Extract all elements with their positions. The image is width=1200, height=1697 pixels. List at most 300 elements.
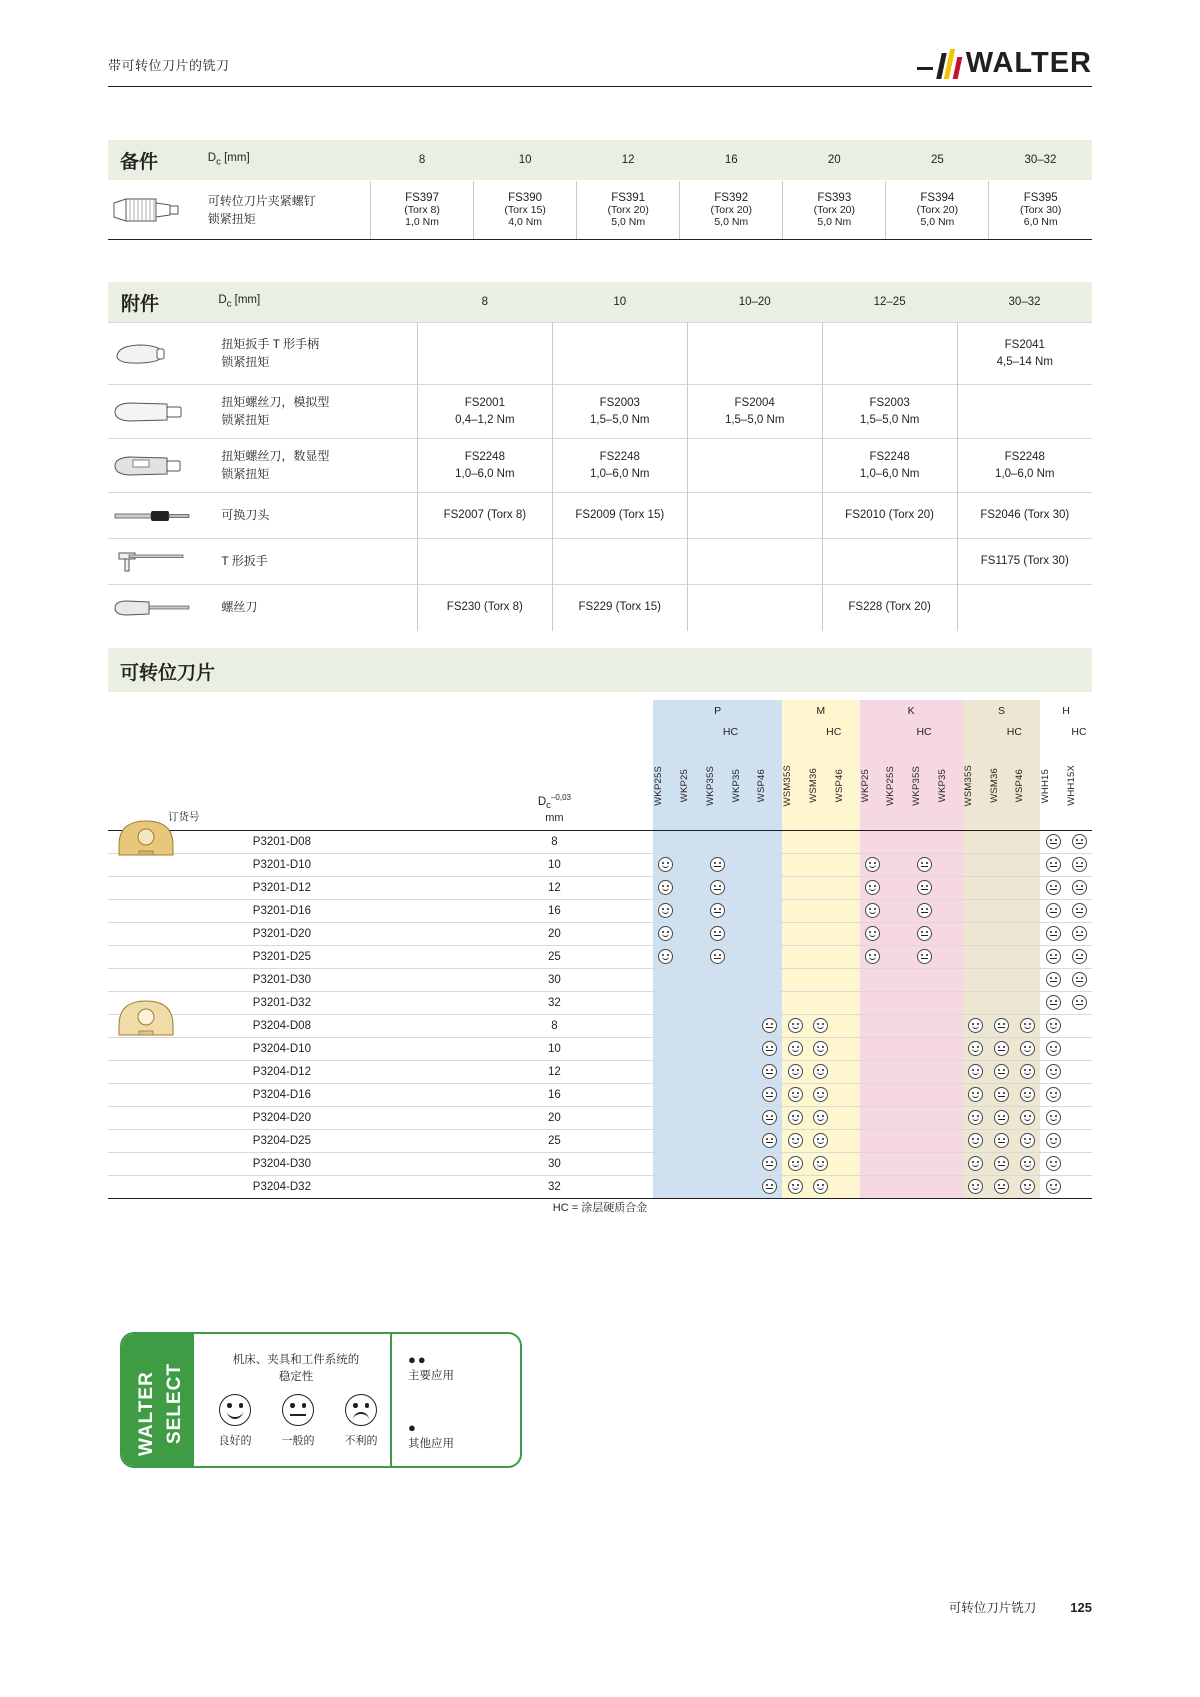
- insert-grade-cell: [989, 968, 1015, 991]
- insert-grade-cell: [963, 1060, 989, 1083]
- accessory-cell-0-3: [822, 323, 957, 385]
- insert-grade-cell: [885, 1175, 911, 1198]
- logo-text: WALTER: [965, 47, 1092, 79]
- smiley-good-icon: [865, 949, 880, 964]
- insert-grade-cell: [705, 853, 731, 876]
- insert-dc: 25: [456, 945, 653, 968]
- smiley-good-icon: [658, 949, 673, 964]
- spare-cell-5: [886, 181, 989, 240]
- smiley-good-icon: [813, 1133, 828, 1148]
- insert-row: [108, 1175, 1092, 1198]
- smiley-good-icon: [1020, 1041, 1035, 1056]
- insert-grade-cell: [989, 853, 1015, 876]
- spare-cell-6-code: FS395: [1023, 192, 1058, 204]
- insert-grade-cell: [1040, 922, 1066, 945]
- indexable-insert-icon-1: [115, 815, 177, 861]
- insert-grade-cell: [679, 968, 705, 991]
- analog-torque-screwdriver-icon: [109, 397, 195, 427]
- insert-row: [108, 1106, 1092, 1129]
- insert-grade-cell: [911, 1037, 937, 1060]
- insert-grade-cell: [808, 853, 834, 876]
- insert-grade-cell: [989, 945, 1015, 968]
- insert-grade-cell: [808, 945, 834, 968]
- insert-grade-cell: [963, 1106, 989, 1129]
- accessory-cell-2-4-nm: 1,0–6,0 Nm: [995, 467, 1055, 480]
- insert-grade-cell: [679, 945, 705, 968]
- inserts-table: [108, 700, 1092, 1199]
- group-letter-M: M: [782, 700, 859, 722]
- insert-grade-cell: [1066, 899, 1092, 922]
- accessory-row-digital-screwdriver: [108, 439, 1092, 493]
- insert-grade-cell: [808, 1060, 834, 1083]
- insert-grade-cell: [1040, 991, 1066, 1014]
- accessories-title-cell: [108, 282, 217, 323]
- spare-col-6: 30–32: [989, 140, 1092, 181]
- insert-grade-cell: [937, 1060, 963, 1083]
- insert-grade-cell: [782, 968, 808, 991]
- insert-row: [108, 1129, 1092, 1152]
- insert-grade-cell: [653, 830, 679, 853]
- insert-row: [108, 1083, 1092, 1106]
- insert-grade-cell: [963, 991, 989, 1014]
- insert-grade-cell: [860, 1175, 886, 1198]
- inserts-band: [108, 648, 1092, 692]
- walter-select-brand-line2: SELECT: [164, 1363, 185, 1444]
- insert-grade-cell: [989, 830, 1015, 853]
- insert-grade-cell: [705, 1175, 731, 1198]
- insert-grade-cell: [963, 1037, 989, 1060]
- accessory-cell-4-2: [687, 539, 822, 585]
- accessory-cell-1-2: [687, 385, 822, 439]
- insert-grade-cell: [782, 1014, 808, 1037]
- insert-grade-cell: [834, 1037, 860, 1060]
- insert-grade-cell: [705, 1106, 731, 1129]
- inserts-hc-row: [108, 722, 1092, 742]
- insert-row: [108, 876, 1092, 899]
- smiley-good-icon: [788, 1179, 803, 1194]
- insert-grade-cell: [1040, 1129, 1066, 1152]
- smiley-good-icon: [658, 857, 673, 872]
- grade-0: WKP25S: [653, 742, 679, 830]
- insert-grade-cell: [1014, 1106, 1040, 1129]
- accessory-cell-0-1: [552, 323, 687, 385]
- legend-primary-dots: ●●: [408, 1352, 428, 1367]
- smiley-neutral-icon: [917, 857, 932, 872]
- grade-4: WSP46: [756, 742, 782, 830]
- insert-grade-cell: [1066, 1083, 1092, 1106]
- accessory-cell-1-2-code: FS2004: [734, 396, 775, 409]
- group-letter-S: S: [963, 700, 1040, 722]
- legend-secondary-label: 其他应用: [408, 1438, 454, 1450]
- smiley-good-icon: [1046, 1018, 1061, 1033]
- insert-grade-cell: [731, 945, 757, 968]
- smiley-neutral-icon: [1046, 949, 1061, 964]
- insert-grade-cell: [1040, 968, 1066, 991]
- insert-grade-cell: [782, 1152, 808, 1175]
- t-key-icon-cell: [108, 539, 217, 585]
- insert-grade-cell: [808, 1014, 834, 1037]
- smiley-good-icon: [813, 1064, 828, 1079]
- spare-cell-0-torx: (Torx 8): [404, 204, 440, 216]
- insert-grade-cell: [1040, 1106, 1066, 1129]
- group-letter-H: H: [1040, 700, 1092, 722]
- spare-cell-5-code: FS394: [920, 192, 955, 204]
- grade-3: WKP35: [731, 742, 757, 830]
- insert-grade-cell: [705, 1083, 731, 1106]
- inserts-group-row: [108, 700, 1092, 722]
- accessory-cell-2-3-code: FS2248: [869, 450, 910, 463]
- insert-row: [108, 922, 1092, 945]
- t-handle-icon-cell: [108, 323, 217, 385]
- insert-dc: 20: [456, 1106, 653, 1129]
- insert-grade-cell: [782, 1175, 808, 1198]
- footer-text: 可转位刀片铣刀: [948, 1601, 1037, 1615]
- insert-grade-cell: [911, 991, 937, 1014]
- smiley-sad-icon: [345, 1394, 377, 1426]
- insert-grade-cell: [937, 1014, 963, 1037]
- insert-order-no: P3204-D25: [108, 1129, 456, 1152]
- insert-dc: 12: [456, 1060, 653, 1083]
- smiley-good-icon: [968, 1018, 983, 1033]
- insert-grade-cell: [782, 876, 808, 899]
- insert-grade-cell: [808, 922, 834, 945]
- logo-bar-red: [952, 57, 962, 79]
- insert-grade-cell: [808, 899, 834, 922]
- insert-grade-cell: [1014, 1037, 1040, 1060]
- insert-grade-cell: [653, 899, 679, 922]
- accessory-label-3-line1: 可换刀头: [221, 507, 270, 522]
- insert-photo-p3201: [115, 815, 177, 861]
- insert-grade-cell: [834, 922, 860, 945]
- accessory-row-t-key: [108, 539, 1092, 585]
- accessories-col-4: 30–32: [957, 282, 1092, 323]
- insert-grade-cell: [860, 922, 886, 945]
- accessory-cell-2-3: [822, 439, 957, 493]
- insert-grade-cell: [1066, 853, 1092, 876]
- insert-grade-cell: [1040, 1014, 1066, 1037]
- insert-grade-cell: [963, 1152, 989, 1175]
- smiley-neutral-icon: [1046, 972, 1061, 987]
- insert-grade-cell: [1040, 830, 1066, 853]
- insert-grade-cell: [731, 922, 757, 945]
- insert-grade-cell: [911, 830, 937, 853]
- spare-col-4: 20: [783, 140, 886, 181]
- smiley-neutral-icon: [762, 1087, 777, 1102]
- insert-grade-cell: [937, 1152, 963, 1175]
- insert-grade-cell: [731, 991, 757, 1014]
- insert-grade-cell: [911, 853, 937, 876]
- accessory-row-analog-screwdriver: [108, 385, 1092, 439]
- insert-grade-cell: [963, 1014, 989, 1037]
- insert-grade-cell: [834, 945, 860, 968]
- insert-row: [108, 830, 1092, 853]
- smiley-good-icon: [1046, 1179, 1061, 1194]
- insert-grade-cell: [782, 853, 808, 876]
- spare-col-2: 12: [577, 140, 680, 181]
- insert-order-no: P3201-D32: [108, 991, 456, 1014]
- insert-grade-cell: [937, 1037, 963, 1060]
- spare-parts-row: [108, 181, 1092, 240]
- spare-cell-3-nm: 5,0 Nm: [714, 216, 749, 228]
- grade-16: WHH15X: [1066, 742, 1092, 830]
- insert-grade-cell: [756, 853, 782, 876]
- accessory-cell-5-3: FS228 (Torx 20): [822, 585, 957, 631]
- smiley-good-icon: [788, 1041, 803, 1056]
- insert-grade-cell: [911, 1129, 937, 1152]
- insert-grade-cell: [705, 968, 731, 991]
- insert-grade-cell: [1040, 1152, 1066, 1175]
- spare-cell-3-code: FS392: [714, 192, 749, 204]
- insert-grade-cell: [756, 1014, 782, 1037]
- spare-cell-5-nm: 5,0 Nm: [920, 216, 955, 228]
- accessory-label-0-line1: 扭矩扳手 T 形手柄: [221, 337, 320, 352]
- insert-grade-cell: [679, 1129, 705, 1152]
- smiley-good-icon: [968, 1041, 983, 1056]
- insert-grade-cell: [653, 1083, 679, 1106]
- insert-grade-cell: [885, 968, 911, 991]
- spare-cell-3: [680, 181, 783, 240]
- insert-row: [108, 945, 1092, 968]
- smiley-good-icon: [968, 1133, 983, 1148]
- insert-grade-cell: [963, 922, 989, 945]
- spare-cell-0-code: FS397: [405, 192, 439, 204]
- grade-7: WSP46: [834, 742, 860, 830]
- insert-row: [108, 853, 1092, 876]
- insert-grade-cell: [756, 1175, 782, 1198]
- accessory-cell-2-0-code: FS2248: [464, 450, 505, 463]
- insert-grade-cell: [937, 922, 963, 945]
- insert-dc: 10: [456, 1037, 653, 1060]
- insert-grade-cell: [885, 1014, 911, 1037]
- smiley-good-icon: [1020, 1110, 1035, 1125]
- logo-dash-icon: [917, 67, 933, 70]
- smiley-neutral-icon: [282, 1394, 314, 1426]
- insert-grade-cell: [756, 1037, 782, 1060]
- accessory-cell-1-0-code: FS2001: [464, 396, 505, 409]
- insert-row: [108, 899, 1092, 922]
- insert-grade-cell: [1066, 922, 1092, 945]
- insert-grade-cell: [705, 876, 731, 899]
- smiley-good-icon: [788, 1018, 803, 1033]
- smiley-good-icon: [219, 1394, 251, 1426]
- spare-parts-table: [108, 140, 1092, 240]
- insert-grade-cell: [834, 1129, 860, 1152]
- insert-grade-cell: [834, 991, 860, 1014]
- insert-order-no: P3204-D20: [108, 1106, 456, 1129]
- insert-grade-cell: [1014, 899, 1040, 922]
- insert-grade-cell: [808, 830, 834, 853]
- accessory-cell-1-1: [552, 385, 687, 439]
- insert-grade-cell: [911, 1152, 937, 1175]
- insert-grade-cell: [860, 899, 886, 922]
- insert-grade-cell: [885, 1106, 911, 1129]
- accessories-col-2: 10–20: [687, 282, 822, 323]
- insert-grade-cell: [1014, 853, 1040, 876]
- insert-order-no: P3204-D30: [108, 1152, 456, 1175]
- insert-grade-cell: [885, 853, 911, 876]
- insert-grade-cell: [731, 1037, 757, 1060]
- smiley-good-icon: [1046, 1110, 1061, 1125]
- spare-cell-4-torx: (Torx 20): [813, 204, 856, 216]
- insert-grade-cell: [937, 1129, 963, 1152]
- grade-15: WHH15: [1040, 742, 1066, 830]
- smiley-neutral-icon: [1072, 949, 1087, 964]
- insert-grade-cell: [679, 830, 705, 853]
- screwdriver-icon-cell: [108, 585, 217, 631]
- inserts-order-no-header: 订货号: [168, 810, 200, 823]
- insert-photo-p3204: [115, 995, 177, 1041]
- insert-grade-cell: [834, 1175, 860, 1198]
- insert-grade-cell: [860, 1152, 886, 1175]
- insert-grade-cell: [885, 945, 911, 968]
- accessory-label-5: [217, 585, 417, 631]
- insert-grade-cell: [653, 876, 679, 899]
- walter-select-brand-line1: WALTER: [136, 1371, 157, 1456]
- insert-grade-cell: [1040, 899, 1066, 922]
- insert-grade-cell: [653, 1060, 679, 1083]
- accessory-label-5-line1: 螺丝刀: [221, 600, 258, 615]
- insert-grade-cell: [705, 922, 731, 945]
- insert-dc: 16: [456, 1083, 653, 1106]
- insert-grade-cell: [834, 1060, 860, 1083]
- accessories-col-0: 8: [417, 282, 552, 323]
- insert-grade-cell: [756, 991, 782, 1014]
- insert-grade-cell: [989, 1175, 1015, 1198]
- group-sub-K: HC: [885, 722, 962, 742]
- insert-grade-cell: [860, 1060, 886, 1083]
- insert-grade-cell: [808, 876, 834, 899]
- grade-9: WKP25S: [885, 742, 911, 830]
- digital-screwdriver-icon-cell: [108, 439, 217, 493]
- insert-grade-cell: [756, 1152, 782, 1175]
- accessory-cell-1-0: [417, 385, 552, 439]
- accessory-label-1: [217, 385, 417, 439]
- insert-order-no: P3204-D08: [108, 1014, 456, 1037]
- insert-grade-cell: [989, 991, 1015, 1014]
- insert-grade-cell: [989, 1129, 1015, 1152]
- grade-14: WSP46: [1014, 742, 1040, 830]
- smiley-neutral-icon: [710, 880, 725, 895]
- footer-page-number: 125: [1070, 1600, 1092, 1615]
- grade-11: WKP35: [937, 742, 963, 830]
- smiley-good-icon: [813, 1018, 828, 1033]
- insert-grade-cell: [653, 853, 679, 876]
- insert-grade-cell: [963, 1129, 989, 1152]
- insert-grade-cell: [963, 876, 989, 899]
- inserts-section-title: 可转位刀片: [120, 663, 216, 684]
- smiley-good-icon: [968, 1064, 983, 1079]
- accessory-cell-1-3-nm: 1,5–5,0 Nm: [859, 413, 920, 426]
- spare-cell-4-code: FS393: [817, 192, 852, 204]
- insert-grade-cell: [731, 899, 757, 922]
- insert-grade-cell: [860, 968, 886, 991]
- insert-dc: 8: [456, 830, 653, 853]
- accessory-cell-0-0: [417, 323, 552, 385]
- accessory-cell-4-4: FS1175 (Torx 30): [957, 539, 1092, 585]
- accessory-label-0: [217, 323, 417, 385]
- walter-logo: [917, 47, 1092, 80]
- insert-grade-cell: [937, 968, 963, 991]
- insert-grade-cell: [860, 1037, 886, 1060]
- insert-grade-cell: [885, 1152, 911, 1175]
- insert-grade-cell: [679, 922, 705, 945]
- insert-dc: 20: [456, 922, 653, 945]
- smiley-good-icon: [813, 1110, 828, 1125]
- insert-grade-cell: [731, 830, 757, 853]
- accessories-table: [108, 282, 1092, 631]
- insert-grade-cell: [653, 945, 679, 968]
- insert-grade-cell: [1014, 968, 1040, 991]
- spare-cell-1: [474, 181, 577, 240]
- insert-grade-cell: [937, 1175, 963, 1198]
- smiley-good-icon: [865, 857, 880, 872]
- spare-cell-1-nm: 4,0 Nm: [508, 216, 543, 228]
- insert-grade-cell: [963, 853, 989, 876]
- page-header: [108, 47, 1092, 79]
- t-key-icon: [109, 547, 195, 577]
- smiley-neutral-icon: [994, 1018, 1009, 1033]
- replaceable-bit-icon: [109, 505, 195, 527]
- insert-dc: 32: [456, 1175, 653, 1198]
- accessory-cell-2-4: [957, 439, 1092, 493]
- insert-grade-cell: [705, 1152, 731, 1175]
- smiley-neutral-icon: [1072, 834, 1087, 849]
- insert-grade-cell: [756, 922, 782, 945]
- accessory-cell-4-0: [417, 539, 552, 585]
- insert-grade-cell: [731, 1129, 757, 1152]
- walter-select-legend-primary: [408, 1352, 512, 1383]
- insert-grade-cell: [860, 991, 886, 1014]
- smiley-good-icon: [1046, 1064, 1061, 1079]
- insert-grade-cell: [1014, 1014, 1040, 1037]
- insert-grade-cell: [885, 876, 911, 899]
- indexable-insert-icon-2: [115, 995, 177, 1041]
- smiley-neutral-icon: [710, 926, 725, 941]
- insert-grade-cell: [705, 945, 731, 968]
- insert-grade-cell: [1014, 1175, 1040, 1198]
- screwdriver-icon: [109, 595, 195, 621]
- insert-grade-cell: [860, 853, 886, 876]
- insert-grade-cell: [1040, 1175, 1066, 1198]
- accessory-cell-5-0: FS230 (Torx 8): [417, 585, 552, 631]
- inserts-dc-unit: mm: [545, 811, 564, 824]
- accessory-cell-2-2: [687, 439, 822, 493]
- accessory-label-2-line2: 锁紧扭矩: [221, 466, 270, 481]
- insert-grade-cell: [808, 1083, 834, 1106]
- page-footer: [108, 1598, 1092, 1616]
- insert-grade-cell: [705, 830, 731, 853]
- spare-screw-icon-cell: [108, 181, 208, 240]
- insert-grade-cell: [756, 1106, 782, 1129]
- insert-grade-cell: [653, 1152, 679, 1175]
- insert-row: [108, 991, 1092, 1014]
- insert-order-no: P3201-D10: [108, 853, 456, 876]
- insert-grade-cell: [1066, 1060, 1092, 1083]
- insert-grade-cell: [679, 1037, 705, 1060]
- walter-select-face-mid-label: 一般的: [281, 1435, 315, 1447]
- spare-parts-header-row: [108, 140, 1092, 181]
- insert-grade-cell: [911, 1175, 937, 1198]
- accessory-label-1-line2: 锁紧扭矩: [221, 412, 270, 427]
- smiley-neutral-icon: [1072, 903, 1087, 918]
- accessory-cell-1-1-nm: 1,5–5,0 Nm: [590, 413, 650, 426]
- insert-grade-cell: [885, 1129, 911, 1152]
- header-title: 带可转位刀片的铣刀: [108, 58, 230, 73]
- insert-grade-cell: [1066, 876, 1092, 899]
- smiley-neutral-icon: [710, 903, 725, 918]
- smiley-good-icon: [1020, 1133, 1035, 1148]
- insert-grade-cell: [731, 1152, 757, 1175]
